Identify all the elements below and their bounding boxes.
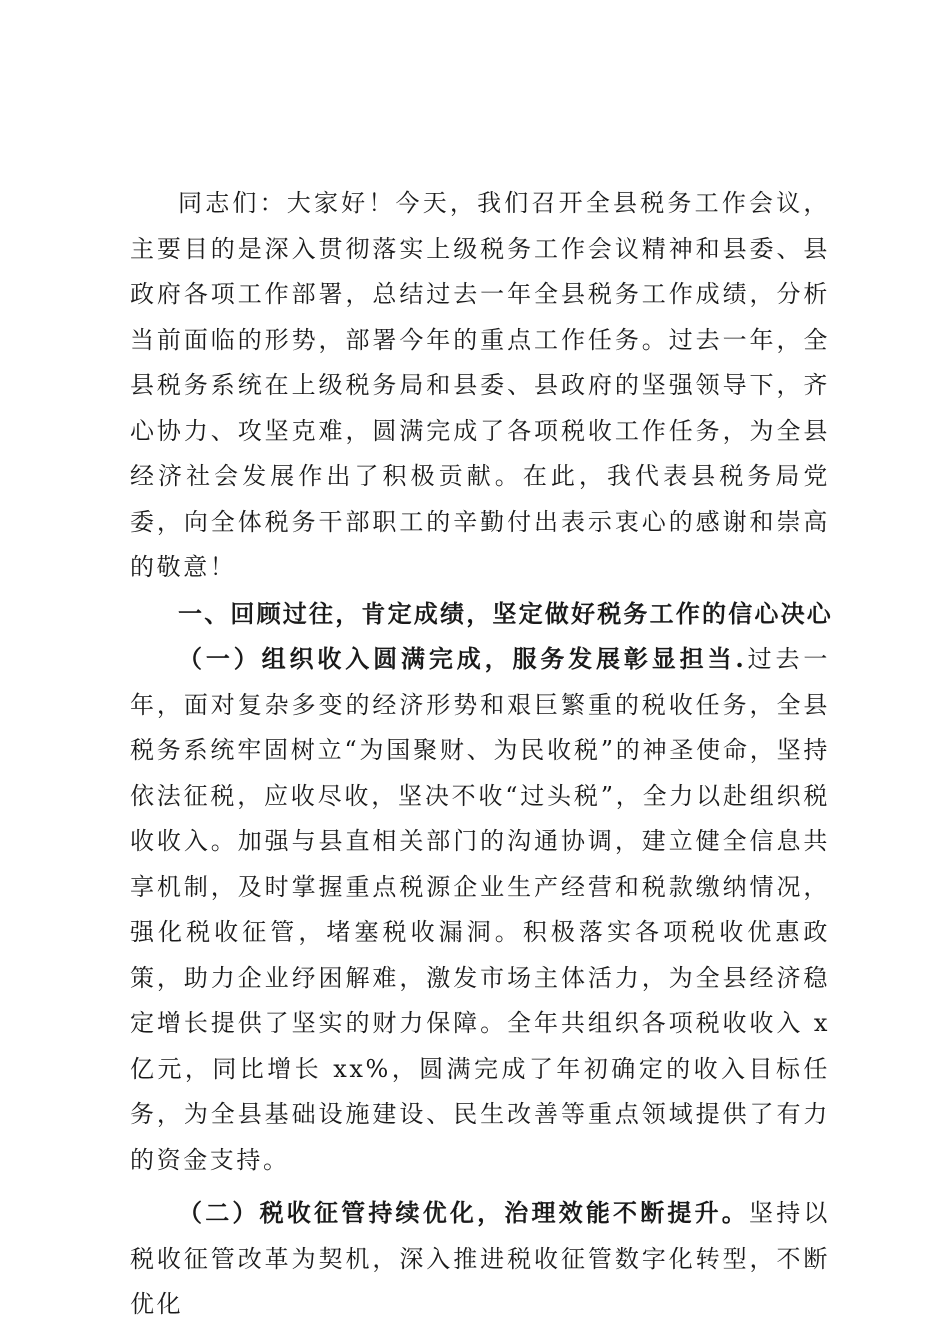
subsection-2-body: 坚持以税收征管改革为契机，深入推进税收征管数字化转型，不断优化 bbox=[130, 1199, 830, 1318]
subsection-1-paragraph bbox=[130, 636, 830, 1183]
subsection-1-body: 过去一年，面对复杂多变的经济形势和艰巨繁重的税收任务，全县税务系统牢固树立“为国聚财、为民收税”的神圣使命，坚持依法征税，应收尽收，坚决不收“过头税”，全力以赴组织税收收入。加强与县直相关部门的沟通协调，建立健全信息共享机制，及时掌握重点税源企业生产经营和税款缴纳情况，强化税收征管，堵塞税收漏洞。积极落实各项税收优惠政策，助力企业纾困解难，激发市场主体活力，为全县经济稳定增长提供了坚实的财力保障。全年共组织各项税收收入 x 亿元，同比增长 xx%，圆满完成了年初确定的收入目标任务，为全县基础设施建设、民生改善等重点领域提供了有力的资金支持。 bbox=[130, 645, 830, 1174]
subsection-2-paragraph bbox=[130, 1190, 830, 1328]
subsection-1-title: （一）组织收入圆满完成，服务发展彰显担当. bbox=[178, 644, 747, 673]
section-heading: 一、回顾过往，肯定成绩，坚定做好税务工作的信心决心 bbox=[178, 598, 833, 628]
subsection-2-title: （二）税收征管持续优化，治理效能不断提升。 bbox=[178, 1198, 749, 1227]
paragraph-gap bbox=[130, 1183, 830, 1190]
document-body bbox=[130, 181, 833, 1328]
intro-paragraph: 同志们：大家好！今天，我们召开全县税务工作会议，主要目的是深入贯彻落实上级税务工作会议精神和县委、县政府各项工作部署，总结过去一年全县税务工作成绩，分析当前面临的形势，部署今年的重点工作任务。过去一年，全县税务系统在上级税务局和县委、县政府的坚强领导下，齐心协力、攻坚克难，圆满完成了各项税收工作任务，为全县经济社会发展作出了积极贡献。在此，我代表县税务局党委，向全体税务干部职工的辛勤付出表示衷心的感谢和崇高的敬意！ bbox=[130, 189, 830, 581]
